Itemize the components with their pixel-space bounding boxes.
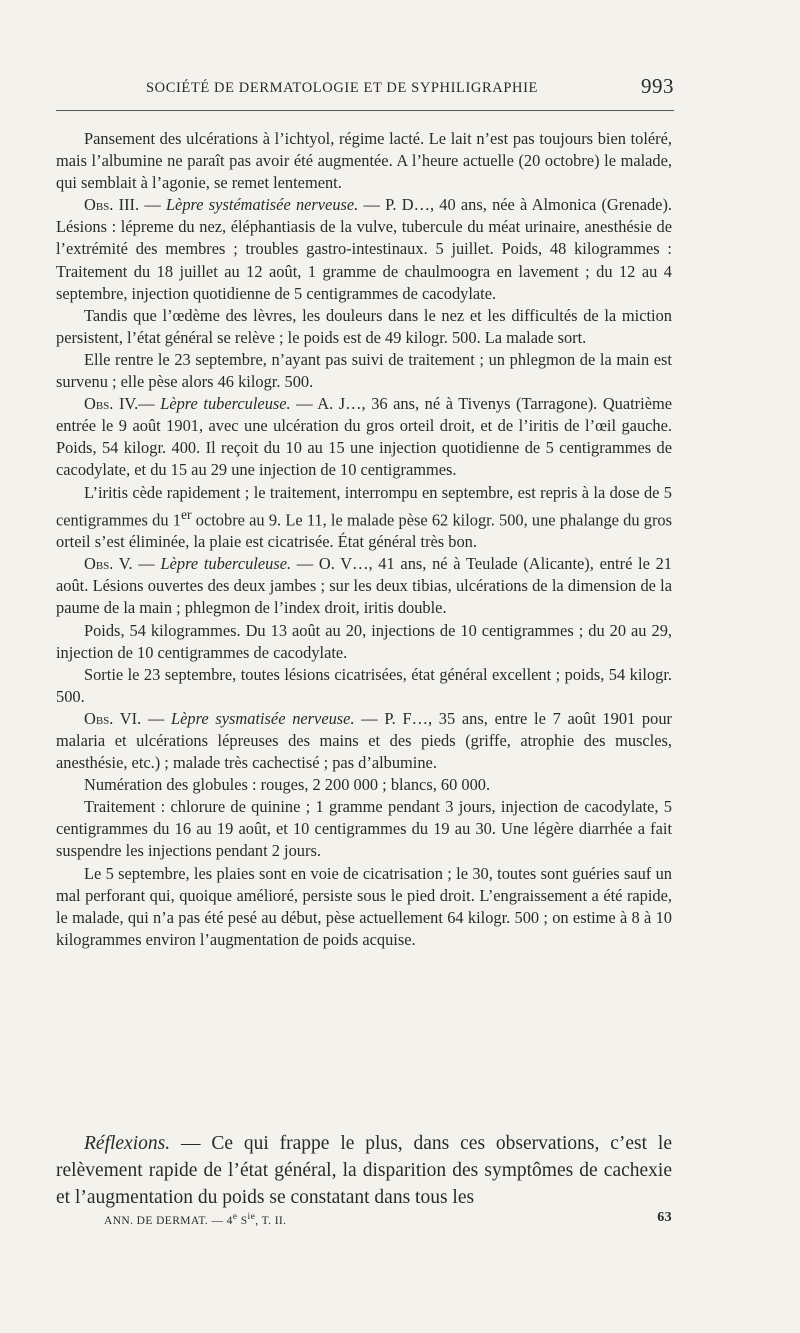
paragraph: Traitement : chlorure de quinine ; 1 gramme pendant 3 jours, injection de cacodylate, 5 centigrammes du 16 au 19 août, et 10 centigrammes du 19 au 30. Une légère diarrhée a fait suspendre les injections pendant 2 jours. xyxy=(56,797,672,861)
paragraph-obs-6: Obs. VI. — Lèpre sysmatisée nerveuse. — P. F…, 35 ans, entre le 7 août 1901 pour malaria et ulcérations lépreuses des mains et des pieds (griffe, atrophie des muscles, anesthésie, etc.) ; malade très cachectisé ; pas d’albumine. xyxy=(56,708,672,773)
observations-text xyxy=(56,128,672,951)
obs-label: Obs. V. xyxy=(84,554,133,574)
obs-label: Obs. III. xyxy=(84,195,140,215)
paragraph: Elle rentre le 23 septembre, n’ayant pas suivi de traitement ; un phlegmon de la main est survenu ; elle pèse alors 46 kilogr. 500. xyxy=(56,349,672,392)
paragraph-obs-4: Obs. IV.— Lèpre tuberculeuse. — A. J…, 36 ans, né à Tivenys (Tarragone). Quatrième entrée le 9 août 1901, avec une ulcération du gros orteil droit, et de l’iritis de l’œil gauche. Poids, 54 kilogr. 400. Il reçoit du 10 au 15 une injection quotidienne de 5 centigrammes de cacodylate, et du 15 au 29 une injection de 10 centigrammes. xyxy=(56,394,672,480)
obs-title: Lèpre systématisée nerveuse. xyxy=(165,195,359,215)
signature-mark: 63 xyxy=(657,1210,672,1225)
reflexions-text xyxy=(56,1130,672,1211)
running-head xyxy=(56,74,674,102)
paragraph: Tandis que l’œdème des lèvres, les douleurs dans le nez et les difficultés de la miction persistent, l’état général se relève ; le poids est de 49 kilogr. 500. La malade sort. xyxy=(56,305,672,347)
paragraph: Numération des globules : rouges, 2 200 000 ; blancs, 60 000. xyxy=(84,775,491,795)
paragraph: Sortie le 23 septembre, toutes lésions cicatrisées, état général excellent ; poids, 54 kilogr. 500. xyxy=(56,664,672,706)
paragraph: Poids, 54 kilogrammes. Du 13 août au 20, injections de 10 centigrammes ; du 20 au 29, injection de 10 centigrammes de cacodylate. xyxy=(56,620,672,662)
journal-reference: ANN. DE DERMAT. — 4e $S^{ie}$, T. II. xyxy=(104,1211,287,1227)
paragraph-reflexions: Réflexions. — Ce qui frappe le plus, dans ces observations, c’est le relèvement rapide de l’état général, la disparition des symptômes de cachexie et l’augmentation du poids se constatant dans tous les xyxy=(56,1133,672,1208)
obs-label: Obs. VI. xyxy=(84,708,142,728)
footer xyxy=(104,1211,672,1231)
paragraph-obs-5: Obs. V. — Lèpre tuberculeuse. — O. V…, 41 ans, né à Teulade (Alicante), entré le 21 août. Lésions ouvertes des deux jambes ; sur les deux tibias, ulcérations de la dimension de la paume de la main ; phlegmon de l’index droit, iritis double. xyxy=(56,554,673,618)
obs-title: Lèpre tuberculeuse. xyxy=(160,554,292,574)
obs-title: Lèpre tuberculeuse. xyxy=(160,394,291,414)
running-title: SOCIÉTÉ DE DERMATOLOGIE ET DE SYPHILIGRAPHIE xyxy=(146,80,538,96)
paragraph-obs-3: Obs. III. — Lèpre systématisée nerveuse. — P. D…, 40 ans, née à Almonica (Grenade). Lésions : lépreme du nez, éléphantiasis de la vulve, tubercule du méat urinaire, anesthésie de l’extrémité des membres ; troubles gastro-intestinaux. 5 juillet. Poids, 48 kilogrammes : Traitement du 18 juillet au 12 août, 1 gramme de chaulmoogra en lavement ; du 12 au 4 septembre, injection quotidienne de 5 centigrammes de cacodylate. xyxy=(56,195,673,303)
paragraph: L’iritis cède rapidement ; le traitement, interrompu en septembre, est repris à la dose de 5 centigrammes du 1er octobre au 9. Le 11, le malade pèse 62 kilogr. 500, une phalange du gros orteil s’est éliminée, la plaie est cicatrisée. État général très bon. xyxy=(56,482,672,552)
header-rule xyxy=(56,110,674,111)
obs-title: Lèpre sysmatisée nerveuse. xyxy=(171,708,355,728)
page-number: 993 xyxy=(641,74,674,98)
paragraph: Pansement des ulcérations à l’ichtyol, régime lacté. Le lait n’est pas toujours bien toléré, mais l’albumine ne paraît pas avoir été augmentée. A l’heure actuelle (20 octobre) le malade, qui semblait à l’agonie, se remet lentement. xyxy=(56,129,672,193)
reflexions-title: Réflexions. xyxy=(84,1133,171,1154)
paragraph: Le 5 septembre, les plaies sont en voie de cicatrisation ; le 30, toutes sont guéries sauf un mal perforant qui, quoique amélioré, persiste sous le pied droit. L’engraissement a été rapide, le malade, qui n’a pas été pesé au début, pèse actuellement 64 kilogr. 500 ; on estime à 8 à 10 kilogrammes environ l’augmentation de poids acquise. xyxy=(56,863,672,949)
obs-label: Obs. IV. xyxy=(84,394,139,414)
